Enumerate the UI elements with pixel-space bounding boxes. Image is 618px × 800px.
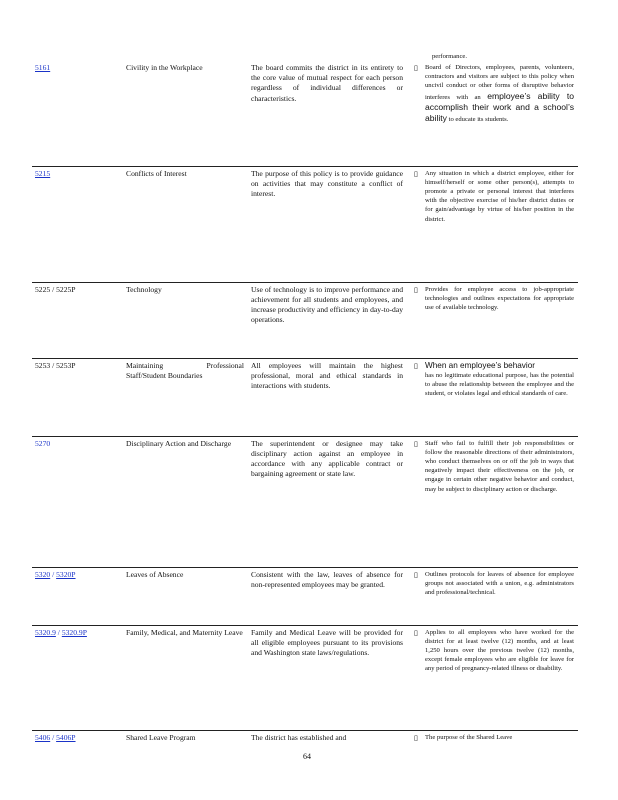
policy-purpose: Consistent with the law, leaves of absence for non-represented employees may be granted. (251, 569, 403, 589)
bullet-icon: ▯ (414, 64, 418, 72)
table-row (32, 625, 578, 730)
policy-number: 5253P (56, 360, 76, 370)
policy-description-cell (411, 61, 578, 166)
policy-description: The purpose of the Shared Leave (425, 733, 513, 741)
policy-purpose: All employees will maintain the highest professional, moral and ethical standards in interactions with students. (251, 360, 403, 390)
policy-purpose: The superintendent or designee may take disciplinary action against an employee in accordance with any applicable contract or bargaining agreement or state law. (251, 438, 403, 479)
policy-description: When an employee’s behavior has no legitimate educational purpose, has the potential to abuse the relationship between the employee and the student, or violates legal and ethical standards of care. (425, 360, 574, 397)
policy-number: 5225P (56, 284, 76, 294)
policy-link[interactable]: 5161 (35, 63, 51, 72)
table-row (32, 282, 578, 358)
policy-description-cell (411, 730, 578, 752)
policy-title: Civility in the Workplace (126, 63, 203, 72)
bullet-icon: ▯ (414, 169, 418, 178)
policy-title: Maintaining Professional Staff/Student Boundaries (126, 360, 244, 380)
bullet-icon: ▯ (414, 733, 418, 742)
policy-number: 5225 (35, 284, 51, 294)
policy-description-cell (411, 625, 578, 730)
policy-purpose: Family and Medical Leave will be provided for all eligible employees pursuant to its provisions and Washington state laws/regulations. (251, 627, 403, 657)
policy-number-cell: 5320 / 5320P (35, 569, 76, 579)
policy-purpose: The board commits the district in its entirety to the core value of mutual respect for each person regardless of individual differences or characteristics. (251, 63, 403, 103)
policy-description-cell (411, 282, 578, 358)
policy-link[interactable]: 5215 (35, 168, 51, 178)
policy-number-cell (32, 61, 123, 166)
policy-description-cell (411, 358, 578, 436)
policy-link[interactable]: 5320.9P (61, 627, 87, 637)
policy-description: Outlines protocols for leaves of absence for employee groups not associated with a union, e.g. administrators and professional/technical. (425, 570, 574, 596)
policy-number-cell (32, 166, 123, 282)
policy-link[interactable]: 5320P (56, 569, 76, 579)
policy-description: Board of Directors, employees, parents, volunteers, contractors and visitors are subject to this policy when uncivil conduct or other forms of disruptive behavior interferes with an employee’s ability to accomplish their work and a school’s ability to educate its students. (425, 64, 575, 124)
policy-number-cell: 5253 / 5253P (35, 360, 76, 370)
table-row (32, 730, 578, 752)
carryover-text: performance. (432, 53, 467, 60)
bullet-icon: ▯ (414, 628, 418, 637)
policy-purpose: Use of technology is to improve performance and achievement for all students and employees, and increase productivity and efficiency in day-to-day operations. (251, 284, 403, 325)
policy-title: Family, Medical, and Maternity Leave (126, 627, 243, 637)
page-number: 64 (303, 752, 311, 761)
policy-number-cell: 5225 / 5225P (35, 284, 76, 294)
table-row (32, 358, 578, 436)
policy-description: Provides for employee access to job-appropriate technologies and outlines expectations for appropriate use of available technology. (425, 285, 574, 311)
policy-link[interactable]: 5406P (56, 732, 76, 742)
table-row (32, 61, 578, 166)
policy-title: Shared Leave Program (126, 732, 196, 742)
policy-title: Technology (126, 284, 162, 294)
policy-description: Staff who fail to fulfill their job responsibilities or follow the reasonable directions of their administrators, who conduct themselves on or off the job in ways that negatively impact their effectiveness on the job, or engage in certain other negative behavior and conduct, may be subject to disciplinary action or discharge. (425, 439, 574, 493)
policy-link[interactable]: 5406 (35, 732, 51, 742)
bullet-icon: ▯ (414, 570, 418, 579)
policy-title: Conflicts of Interest (126, 168, 187, 178)
policy-purpose: The purpose of this policy is to provide guidance on activities that may constitute a conflict of interest. (251, 168, 403, 198)
policy-purpose: The district has established and (251, 732, 347, 742)
policy-title: Leaves of Absence (126, 569, 184, 579)
policy-description-emphasis: employee’s ability to accomplish their work and a school’s ability (425, 90, 575, 124)
policy-description-cell (411, 567, 578, 625)
policy-number-cell (32, 436, 123, 567)
table-row (32, 567, 578, 625)
policy-description: Applies to all employees who have worked for the district for at least twelve (12) months, and at least 1,250 hours over the previous twelve (12) months, except female employees who are eligible for leave for any period of pregnancy-related illness or disability. (425, 628, 574, 673)
policy-description-cell (411, 166, 578, 282)
policy-number-cell: 5320.9 / 5320.9P (35, 627, 87, 637)
policy-description-emphasis: When an employee’s behavior (425, 360, 535, 370)
bullet-icon: ▯ (414, 285, 418, 294)
bullet-icon: ▯ (414, 361, 418, 370)
policy-table (32, 61, 578, 752)
table-row (32, 436, 578, 567)
policy-description-cell (411, 436, 578, 567)
policy-number: 5253 (35, 360, 51, 370)
policy-number-cell: 5406 / 5406P (35, 732, 76, 742)
table-row (32, 166, 578, 282)
policy-description: Any situation in which a district employee, either for himself/herself or some other person(s), attempts to promote a private or personal interest that interferes with the objective exercise of his/her district duties or for gain/advantage by virtue of his/her position in the district. (425, 169, 574, 223)
policy-link[interactable]: 5270 (35, 438, 51, 448)
bullet-icon: ▯ (414, 439, 418, 448)
policy-title: Disciplinary Action and Discharge (126, 438, 232, 448)
policy-link[interactable]: 5320.9 (35, 627, 56, 637)
policy-link[interactable]: 5320 (35, 569, 51, 579)
